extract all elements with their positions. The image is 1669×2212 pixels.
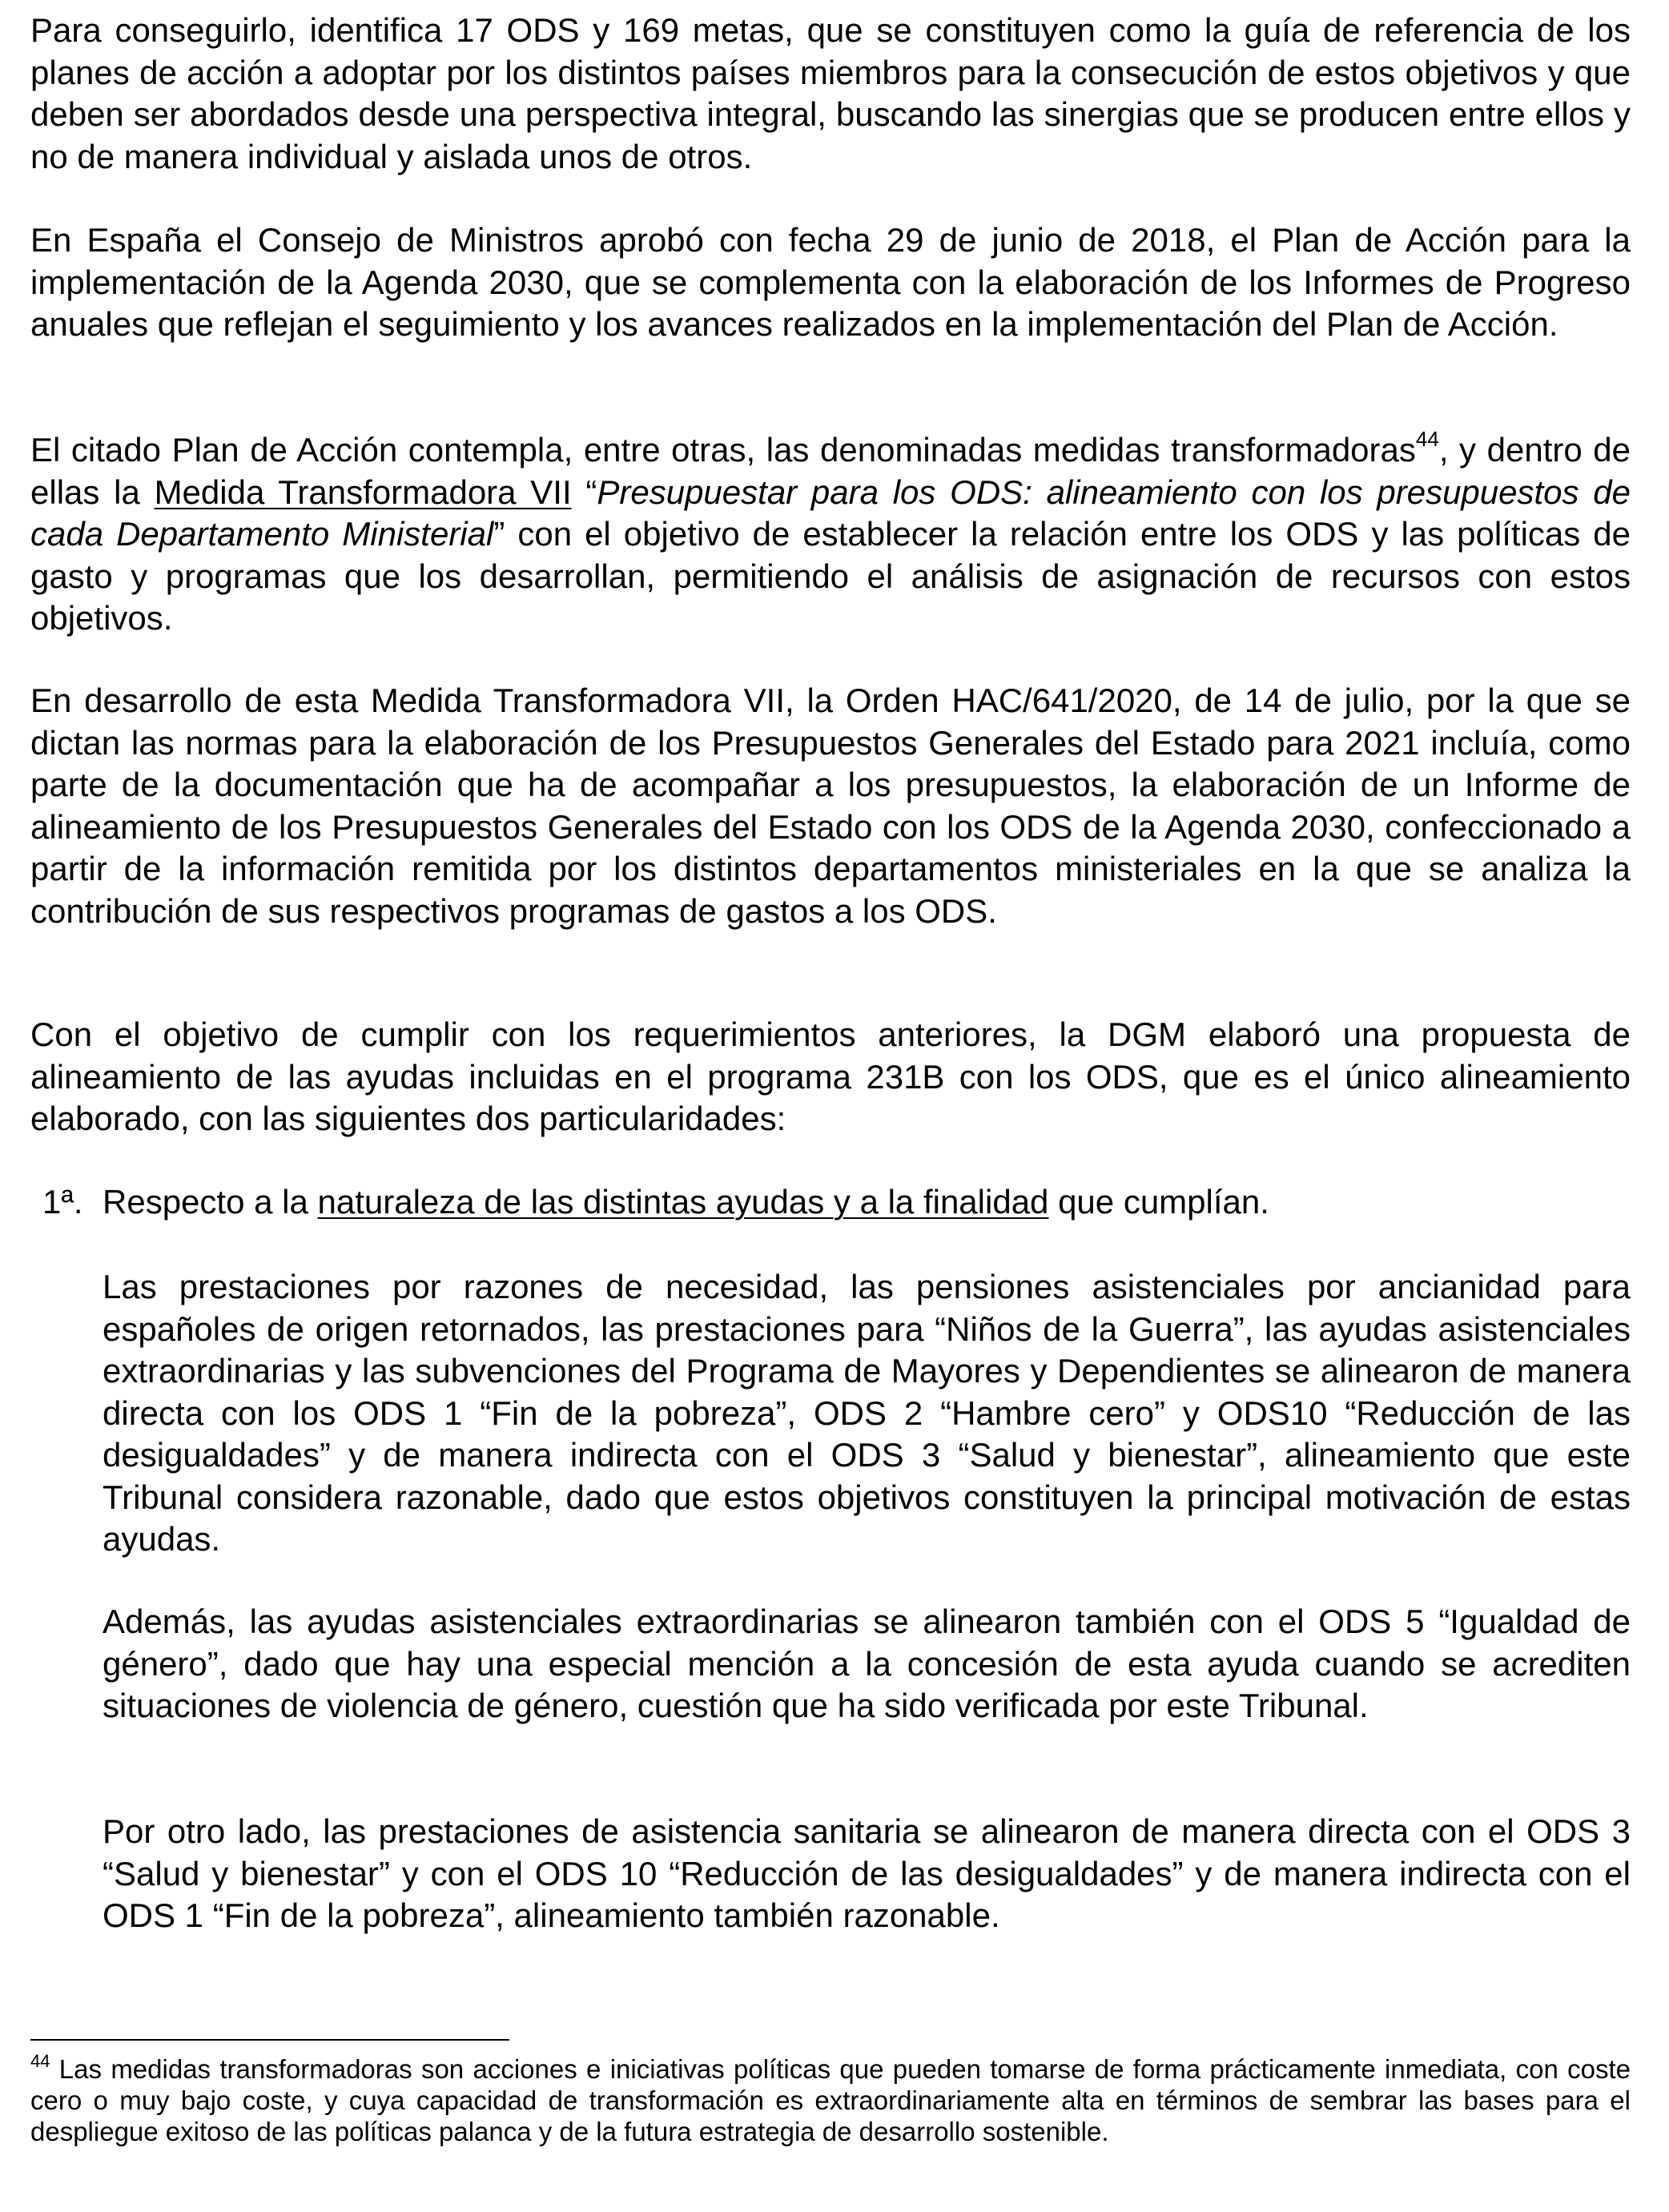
paragraph-medidas-transformadoras [30, 429, 1631, 640]
sub-paragraph-igualdad-genero: Además, las ayudas asistenciales extraordinarias se alinearon también con el ODS 5 “Igualdad de género”, dado que hay una especial mención a la concesión de esta ayuda cuando se acrediten situaciones de violencia de género, cuestión que ha sido verificada por este Tribunal. [103, 1603, 1631, 1724]
footnote-separator [30, 2039, 509, 2041]
p3-rest: ” con el objetivo de establecer la relación entre los ODS y las políticas de gasto y programas que los desarrollan, permitiendo el análisis de asignación de recursos con estos objetivos. [30, 515, 1631, 637]
list-item-text [103, 1181, 1269, 1224]
p3-text-before-ref: El citado Plan de Acción contempla, entre otras, las denominadas medidas transformadoras [30, 431, 1416, 469]
sub-paragraph-prestaciones: Las prestaciones por razones de necesidad, las pensiones asistenciales por ancianidad para españoles de origen retornados, las prestaciones para “Niños de la Guerra”, las ayudas asistenciales extraordinarias y las subvenciones del Programa de Mayores y Dependientes se alinearon de manera directa con los ODS 1 “Fin de la pobreza”, ODS 2 “Hambre cero” y ODS10 “Reducción de las desigualdades” y de manera indirecta con el ODS 3 “Salud y bienestar”, alineamiento que este Tribunal considera razonable, dado que estos objetivos constituyen la principal motivación de estas ayudas. [103, 1268, 1631, 1558]
footnote-text: Las medidas transformadoras son acciones e iniciativas políticas que pueden tomarse de forma prácticamente inmediata, con coste cero o muy bajo coste, y cuya capacidad de transformación es extraordinariamente alta en términos de sembrar las bases para el despliegue exitoso de las políticas palanca y de la futura estrategia de desarrollo sostenible. [30, 2054, 1631, 2146]
paragraph-orden-hac: En desarrollo de esta Medida Transformadora VII, la Orden HAC/641/2020, de 14 de julio, por la que se dictan las normas para la elaboración de los Presupuestos Generales del Estado para 2021 incluía, como parte de la documentación que ha de acompañar a los presupuestos, la elaboración de un Informe de alineamiento de los Presupuestos Generales del Estado con los ODS de la Agenda 2030, confeccionado a partir de la información remitida por los distintos departamentos ministeriales en la que se analiza la contribución de sus respectivos programas de gastos a los ODS. [30, 682, 1631, 930]
medida-title-italic: Presupuestar para los ODS: alineamiento con los presupuestos de cada Departamento Ministerial [30, 473, 1631, 553]
paragraph-ods-metas: Para conseguirlo, identifica 17 ODS y 169 metas, que se constituyen como la guía de referencia de los planes de acción a adoptar por los distintos países miembros para la consecución de estos objetivos y que deben ser abordados desde una perspectiva integral, buscando las sinergias que se producen entre ellos y no de manera individual y aislada unos de otros. [30, 11, 1631, 175]
list-item-underlined: naturaleza de las distintas ayudas y a la finalidad [317, 1183, 1049, 1221]
paragraph-propuesta-dgm: Con el objetivo de cumplir con los requerimientos anteriores, la DGM elaboró una propuesta de alineamiento de las ayudas incluidas en el programa 231B con los ODS, que es el único alineamiento elaborado, con las siguientes dos particularidades: [30, 1016, 1631, 1137]
sub-paragraph-asistencia-sanitaria: Por otro lado, las prestaciones de asistencia sanitaria se alinearon de manera directa con el ODS 3 “Salud y bienestar” y con el ODS 10 “Reducción de las desigualdades” y de manera indirecta con el ODS 1 “Fin de la pobreza”, alineamiento también razonable. [103, 1812, 1631, 1934]
list-item-before: Respecto a la [103, 1183, 318, 1221]
paragraph-plan-accion: En España el Consejo de Ministros aprobó con fecha 29 de junio de 2018, el Plan de Acción para la implementación de la Agenda 2030, que se complementa con la elaboración de los Informes de Progreso anuales que reflejan el seguimiento y los avances realizados en la implementación del Plan de Acción. [30, 221, 1631, 343]
footnote-number: 44 [30, 2051, 50, 2071]
footnote-reference-44[interactable]: 44 [1415, 427, 1439, 451]
p3-text-after-ref: , y dentro de ellas la [30, 431, 1631, 511]
p3-quote-open: “ [571, 473, 597, 511]
medida-transformadora-vii-underlined: Medida Transformadora VII [154, 473, 572, 511]
footnote-44 [30, 2053, 1631, 2147]
list-item-number: 1ª. [42, 1183, 83, 1221]
list-item-after: que cumplían. [1048, 1183, 1269, 1221]
